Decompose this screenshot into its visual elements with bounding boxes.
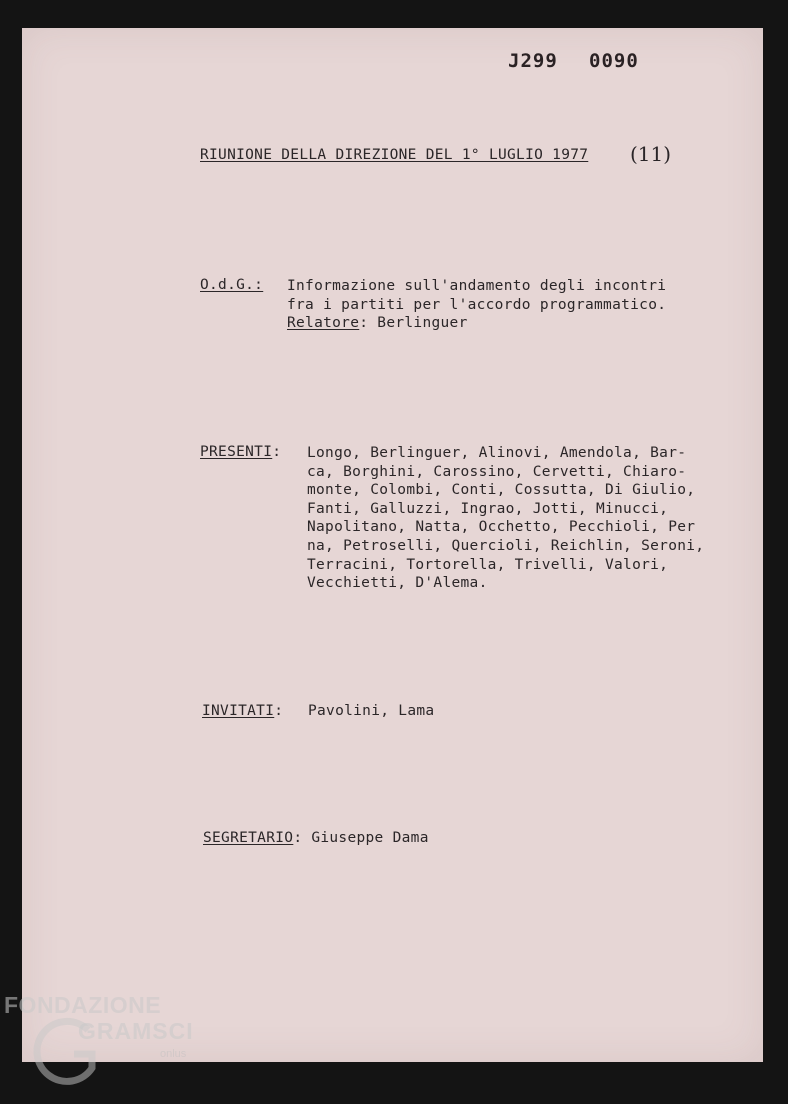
invitati-value: Pavolini, Lama: [308, 703, 435, 719]
presenti-line: ca, Borghini, Carossino, Cervetti, Chiaro-: [307, 463, 687, 480]
relatore-line: [287, 314, 666, 333]
odg-label: O.d.G.:: [200, 277, 264, 293]
presenti-line: na, Petroselli, Quercioli, Reichlin, Seroni,: [307, 537, 705, 554]
presenti-line: Napolitano, Natta, Occhetto, Pecchioli, Per: [307, 519, 696, 536]
segretario-colon: :: [293, 830, 303, 846]
fondazione-gramsci-logo: [4, 992, 204, 1080]
presenti-label-group: [200, 444, 281, 460]
invitati-label-group: [202, 703, 283, 719]
logo-line-3: onlus: [160, 1048, 187, 1060]
archive-stamp-right: 0090: [589, 50, 639, 72]
presenti-label: PRESENTI: [200, 444, 273, 460]
handwritten-number: (11): [630, 142, 672, 166]
segretario-value: Giuseppe Dama: [311, 830, 429, 846]
presenti-list: [307, 444, 704, 593]
presenti-line: Terracini, Tortorella, Trivelli, Valori,: [307, 556, 669, 573]
relatore-value: : Berlinguer: [359, 315, 468, 332]
odg-line: Informazione sull'andamento degli incontri: [287, 278, 667, 294]
archive-stamp-left: J299: [508, 50, 558, 72]
presenti-colon: :: [272, 444, 282, 460]
document-title: RIUNIONE DELLA DIREZIONE DEL 1° LUGLIO 1977: [200, 147, 589, 163]
odg-text: [287, 277, 666, 333]
segretario-label: SEGRETARIO: [203, 830, 294, 846]
presenti-line: Longo, Berlinguer, Alinovi, Amendola, Bar-: [307, 445, 687, 461]
segretario-label-group: [203, 830, 429, 846]
presenti-line: Fanti, Galluzzi, Ingrao, Jotti, Minucci,: [307, 500, 669, 517]
invitati-colon: :: [274, 703, 284, 719]
odg-line: fra i partiti per l'accordo programmatico.: [287, 296, 667, 313]
presenti-line: monte, Colombi, Conti, Cossutta, Di Giulio,: [307, 482, 696, 499]
relatore-label: Relatore: [287, 315, 360, 332]
logo-line-1: FONDAZIONE: [4, 992, 162, 1018]
invitati-label: INVITATI: [202, 703, 275, 719]
logo-line-2: GRAMSCI: [78, 1018, 194, 1044]
presenti-line: Vecchietti, D'Alema.: [307, 575, 488, 592]
